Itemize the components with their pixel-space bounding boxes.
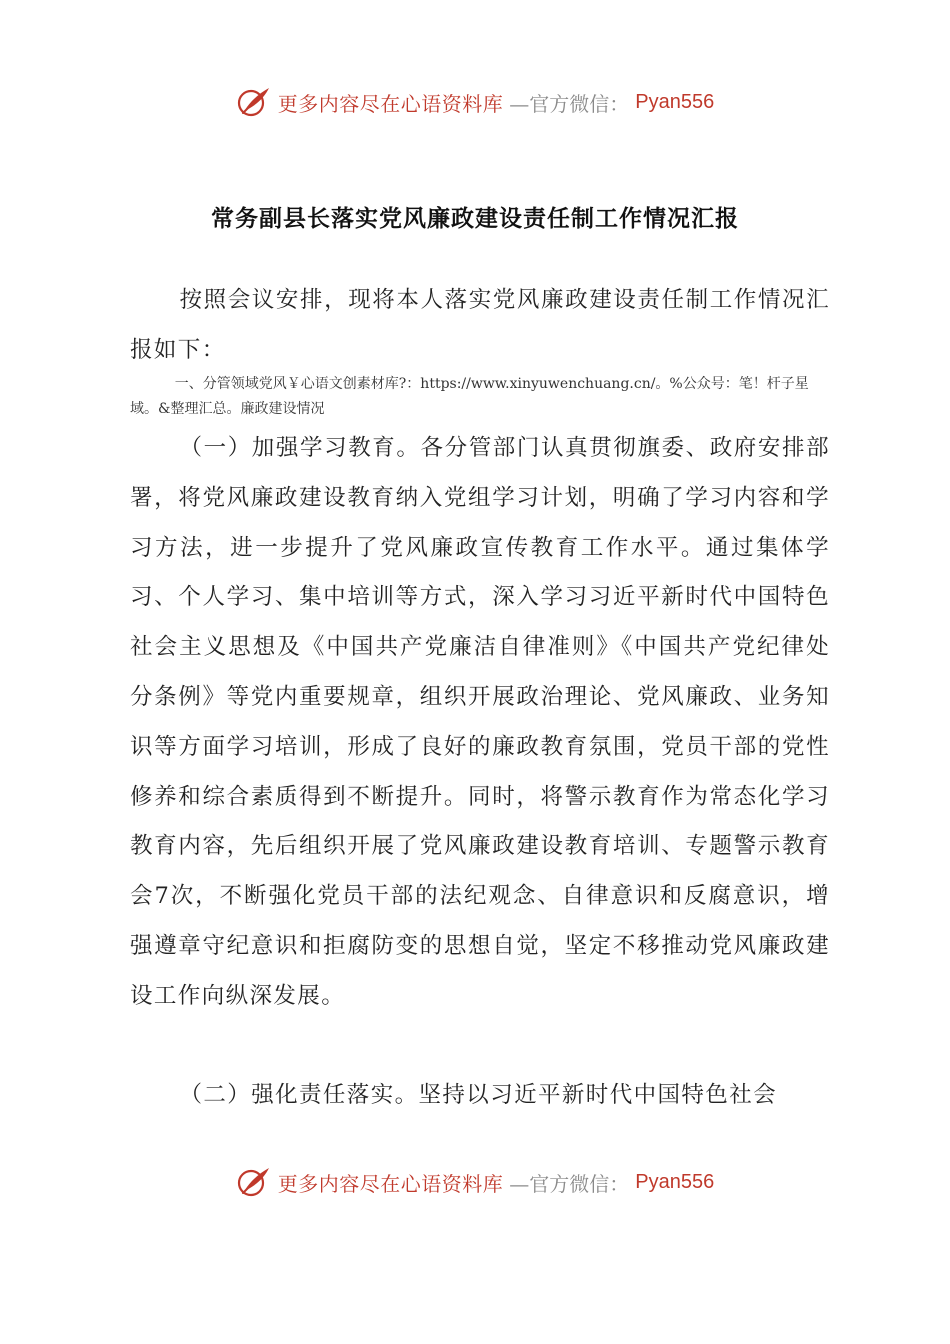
header-banner-text: 更多内容尽在心语资料库: [277, 91, 504, 116]
section-heading-note: 一、分管领域党风￥心语文创素材库?：https://www.xinyuwenchuang.cn/。%公众号：笔！杆子星域。&整理汇总。廉政建设情况: [130, 376, 809, 417]
footer-banner-wechat-id: Pyan556: [635, 1170, 715, 1193]
paragraph-two: （二）强化责任落实。坚持以习近平新时代中国特色社会: [179, 1082, 778, 1108]
paragraph-one: （一）加强学习教育。各分管部门认真贯彻旗委、政府安排部署，将党风廉政建设教育纳入党组学习计划，明确了学习内容和学习方法，进一步提升了党风廉政宣传教育工作水平。通过集体学习、个人学习、集中培训等方式，深入学习习近平新时代中国特色社会主义思想及《中国共产党廉洁自律准则》《中国共产党纪律处分条例》等党内重要规章，组织开展政治理论、党风廉政、业务知识等方面学习培训，形成了良好的廉政教育氛围，党员干部的党性修养和综合素质得到不断提升。同时，将警示教育作为常态化学习教育内容，先后组织开展了党风廉政建设教育培训、专题警示教育会7次，不断强化党员干部的法纪观念、自律意识和反腐意识，增强遵章守纪意识和拒腐防变的思想自觉，坚定不移推动党风廉政建设工作向纵深发展。: [130, 435, 830, 1009]
footer-banner: [0, 1162, 950, 1202]
header-banner-separator: —官方微信：: [509, 91, 630, 116]
footer-banner-separator: —官方微信：: [509, 1171, 630, 1196]
intro-paragraph: 按照会议安排，现将本人落实党风廉政建设责任制工作情况汇报如下：: [130, 287, 830, 363]
header-banner-wechat-id: Pyan556: [635, 90, 715, 113]
leaf-quill-logo-icon: [236, 84, 272, 120]
document-title: 常务副县长落实党风廉政建设责任制工作情况汇报: [211, 205, 739, 232]
header-banner: [0, 82, 950, 122]
footer-banner-text: 更多内容尽在心语资料库: [277, 1171, 504, 1196]
leaf-quill-logo-icon: [236, 1164, 272, 1200]
